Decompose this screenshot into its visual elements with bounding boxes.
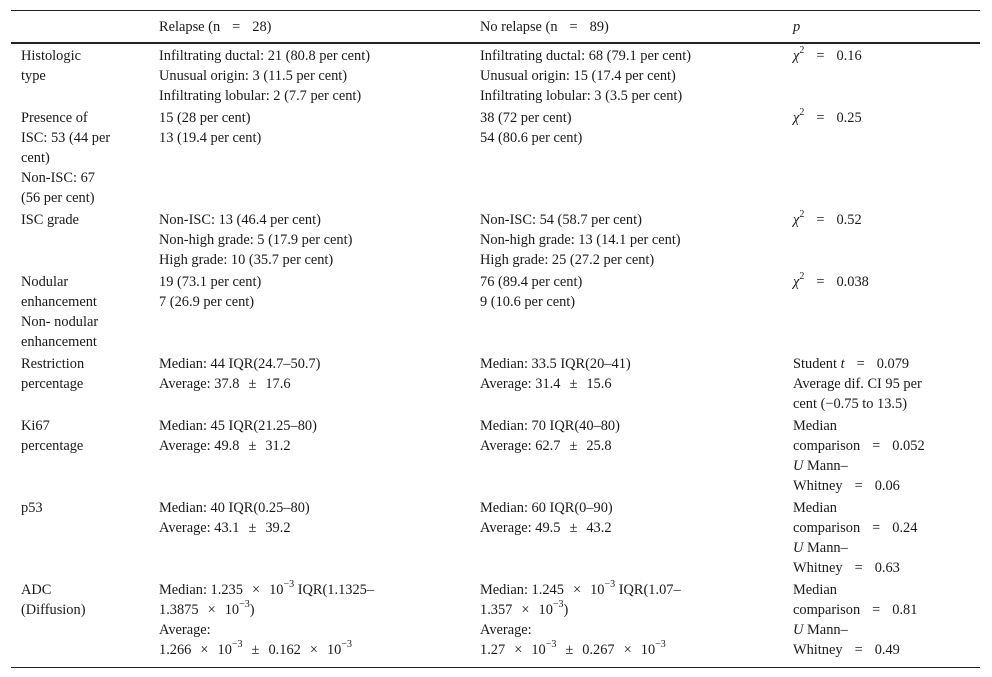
relapse-cell: Non-ISC: 13 (46.4 per cent) Non-high grade: 5 (17.9 per cent) High grade: 10 (35.7 per cent)	[159, 212, 353, 268]
relapse-cell: 19 (73.1 per cent) 7 (26.9 per cent)	[159, 274, 262, 310]
p-value-cell: Median comparison = 0.81 U Mann– Whitney = 0.49	[793, 582, 918, 658]
no-relapse-cell: 38 (72 per cent) 54 (80.6 per cent)	[480, 110, 583, 146]
table-row-nodular-enhancement	[11, 272, 980, 354]
p-value-cell: $\chi^2 = 0.038$	[793, 271, 869, 290]
table-row-ki67	[11, 416, 980, 498]
relapse-cell: Infiltrating ductal: 21 (80.8 per cent) Unusual origin: 3 (11.5 per cent) Infiltrating lobular: 2 (7.7 per cent)	[159, 48, 370, 104]
no-relapse-cell: 76 (89.4 per cent) 9 (10.6 per cent)	[480, 274, 583, 310]
relapse-cell: Median: 44 IQR(24.7–50.7) Average: 37.8 ± 17.6	[159, 356, 321, 392]
no-relapse-cell: Infiltrating ductal: 68 (79.1 per cent) Unusual origin: 15 (17.4 per cent) Infiltrating lobular: 3 (3.5 per cent)	[480, 48, 691, 104]
row-label: Histologic type	[21, 48, 81, 84]
no-relapse-cell: Median: 70 IQR(40–80) Average: 62.7 ± 25.8	[480, 418, 620, 454]
header-p: p	[793, 19, 801, 35]
table-row-restriction-percentage	[11, 354, 980, 416]
relapse-cell: Median: $1.235 \times 10^{-3}$ IQR(1.1325– $1.3875 \times 10^{-3}$) Average: $1.266 \times 10^{-3} \pm 0.162 \times 10^{-3}$	[159, 579, 375, 658]
table-row-p53	[11, 498, 980, 580]
p-value-cell: $\chi^2 = 0.16$	[793, 45, 862, 64]
relapse-cell: 15 (28 per cent) 13 (19.4 per cent)	[159, 110, 262, 146]
no-relapse-cell: Median: 33.5 IQR(20–41) Average: 31.4 ± 15.6	[480, 356, 631, 392]
p-value-cell: $\chi^2 = 0.52$	[793, 209, 862, 228]
no-relapse-cell: Median: 60 IQR(0–90) Average: 49.5 ± 43.2	[480, 500, 613, 536]
table-row-adc	[11, 580, 980, 666]
relapse-cell: Median: 45 IQR(21.25–80) Average: 49.8 ± 31.2	[159, 418, 317, 454]
table-row-isc-presence	[11, 108, 980, 210]
row-label: ISC grade	[21, 212, 79, 228]
statistics-table	[11, 10, 980, 668]
table-header	[11, 11, 980, 44]
header-no-relapse: No relapse (n = 89)	[480, 19, 609, 35]
table-row-histologic-type	[11, 46, 980, 108]
header-relapse: Relapse (n = 28)	[159, 19, 272, 35]
row-label: ADC (Diffusion)	[21, 582, 86, 618]
row-label: Restriction percentage	[21, 356, 85, 392]
row-label: Presence of ISC: 53 (44 per cent) Non-ISC: 67 (56 per cent)	[21, 110, 111, 206]
no-relapse-cell: Median: $1.245 \times 10^{-3}$ IQR(1.07– $1.357 \times 10^{-3}$) Average: $1.27 \times 10^{-3} \pm 0.267 \times 10^{-3}$	[480, 579, 681, 658]
no-relapse-cell: Non-ISC: 54 (58.7 per cent) Non-high grade: 13 (14.1 per cent) High grade: 25 (27.2 per cent)	[480, 212, 681, 268]
relapse-cell: Median: 40 IQR(0.25–80) Average: 43.1 ± 39.2	[159, 500, 310, 536]
p-value-cell: Median comparison = 0.052 U Mann– Whitney = 0.06	[793, 418, 925, 494]
p-value-cell: $\chi^2 = 0.25$	[793, 107, 862, 126]
row-label: Nodular enhancement Non- nodular enhancement	[21, 274, 99, 350]
row-label: p53	[21, 500, 43, 516]
table-row-isc-grade	[11, 210, 980, 272]
p-value-cell: Student t = 0.079 Average dif. CI 95 per cent (−0.75 to 13.5)	[793, 356, 922, 412]
row-label: Ki67 percentage	[21, 418, 84, 454]
p-value-cell: Median comparison = 0.24 U Mann– Whitney = 0.63	[793, 500, 918, 576]
